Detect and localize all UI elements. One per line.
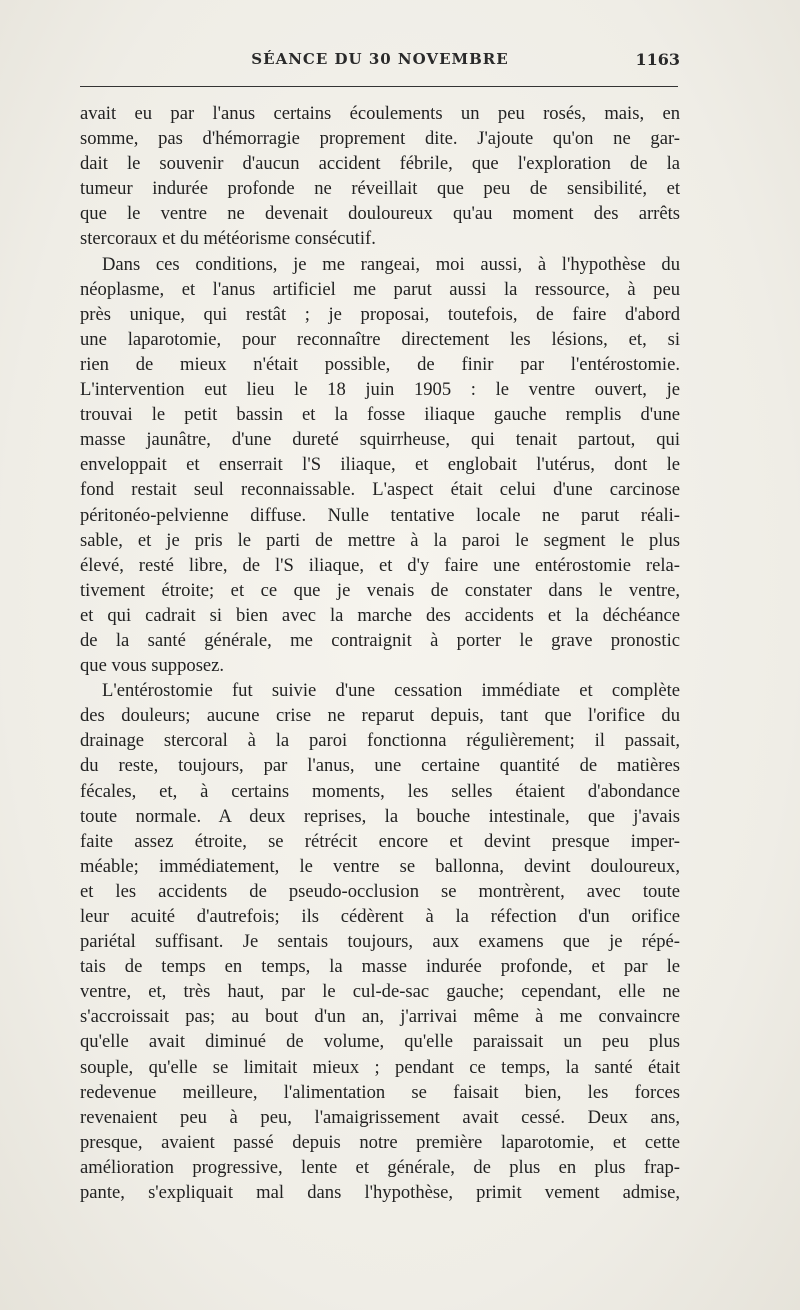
text-line: fécales, et, à certains moments, les selles étaient d'abondance [80, 780, 680, 802]
text-line: pariétal suffisant. Je sentais toujours, aux examens que je répé- [80, 931, 680, 953]
text-line: et qui cadrait si bien avec la marche des accidents et la déchéance [80, 604, 680, 626]
text-line: et les accidents de pseudo-occlusion se montrèrent, avec toute [80, 880, 680, 902]
paragraph [80, 252, 680, 679]
running-head: SÉANCE DU 30 NOVEMBRE [251, 50, 509, 68]
header-rule [80, 86, 678, 87]
text-line: pante, s'expliquait mal dans l'hypothèse, primit vement admise, [80, 1182, 680, 1204]
text-line: somme, pas d'hémorragie proprement dite. J'ajoute qu'on ne gar- [80, 128, 680, 150]
text-line: presque, avaient passé depuis notre première laparotomie, et cette [80, 1131, 680, 1153]
text-line: dait le souvenir d'aucun accident fébrile, que l'exploration de la [80, 153, 680, 175]
text-line: de la santé générale, me contraignit à porter le grave pronostic [80, 629, 680, 651]
body-text [80, 101, 680, 1205]
page-number: 1163 [635, 50, 680, 69]
text-line: péritonéo-pelvienne diffuse. Nulle tentative locale ne parut réali- [80, 504, 680, 526]
text-line: fond restait seul reconnaissable. L'aspect était celui d'une carcinose [80, 479, 680, 501]
text-line: que vous supposez. [80, 655, 225, 677]
text-line: Dans ces conditions, je me rangeai, moi aussi, à l'hypothèse du [102, 253, 680, 275]
text-line: masse jaunâtre, d'une dureté squirrheuse, qui tenait partout, qui [80, 429, 680, 451]
text-line: toute normale. A deux reprises, la bouche intestinale, que j'avais [80, 805, 680, 827]
paragraph [80, 101, 680, 252]
text-line: L'intervention eut lieu le 18 juin 1905 : le ventre ouvert, je [80, 379, 680, 401]
text-line: rien de mieux n'était possible, de finir par l'entérostomie. [80, 353, 680, 375]
text-line: sable, et je pris le parti de mettre à la paroi le segment le plus [80, 529, 680, 551]
text-line: méable; immédiatement, le ventre se ballonna, devint douloureux, [80, 855, 680, 877]
text-line: du reste, toujours, par l'anus, une certaine quantité de matières [80, 755, 680, 777]
text-line: drainage stercoral à la paroi fonctionna régulièrement; il passait, [80, 730, 680, 752]
text-line: tumeur indurée profonde ne réveillait que peu de sensibilité, et [80, 178, 680, 200]
text-line: ventre, et, très haut, par le cul-de-sac gauche; cependant, elle ne [80, 981, 680, 1003]
text-line: trouvai le petit bassin et la fosse iliaque gauche remplis d'une [80, 404, 680, 426]
text-line: avait eu par l'anus certains écoulements un peu rosés, mais, en [80, 103, 680, 124]
paragraph [80, 678, 680, 1205]
text-line: souple, qu'elle se limitait mieux ; pendant ce temps, la santé était [80, 1056, 680, 1078]
text-line: que le ventre ne devenait douloureux qu'au moment des arrêts [80, 203, 680, 225]
text-line: néoplasme, et l'anus artificiel me parut aussi la ressource, à peu [80, 278, 680, 300]
text-line: près unique, qui restât ; je proposai, toutefois, de faire d'abord [80, 303, 680, 325]
text-line: leur acuité d'autrefois; ils cédèrent à la réfection d'un orifice [80, 906, 680, 927]
text-line: qu'elle avait diminué de volume, qu'elle paraissait un peu plus [80, 1031, 680, 1053]
text-line: stercoraux et du météorisme consécutif. [80, 228, 376, 250]
text-line: une laparotomie, pour reconnaître directement les lésions, et, si [80, 328, 680, 350]
text-line: élevé, resté libre, de l'S iliaque, et d'y faire une entérostomie rela- [80, 554, 680, 576]
text-line: des douleurs; aucune crise ne reparut depuis, tant que l'orifice du [80, 705, 680, 727]
text-line: redevenue meilleure, l'alimentation se faisait bien, les forces [80, 1081, 680, 1103]
paragraphs [80, 101, 680, 1205]
text-line: amélioration progressive, lente et générale, de plus en plus frap- [80, 1156, 680, 1178]
text-line: L'entérostomie fut suivie d'une cessation immédiate et complète [102, 680, 680, 702]
text-line: revenaient peu à peu, l'amaigrissement avait cessé. Deux ans, [80, 1106, 680, 1128]
page-header [80, 50, 680, 74]
text-line: faite assez étroite, se rétrécit encore et devint presque imper- [80, 830, 680, 852]
text-line: tais de temps en temps, la masse indurée profonde, et par le [80, 956, 680, 978]
text-line: enveloppait et enserrait l'S iliaque, et englobait l'utérus, dont le [80, 454, 680, 476]
text-line: tivement étroite; et ce que je venais de constater dans le ventre, [80, 579, 680, 601]
text-line: s'accroissait pas; au bout d'un an, j'arrivai même à me convaincre [80, 1006, 680, 1028]
